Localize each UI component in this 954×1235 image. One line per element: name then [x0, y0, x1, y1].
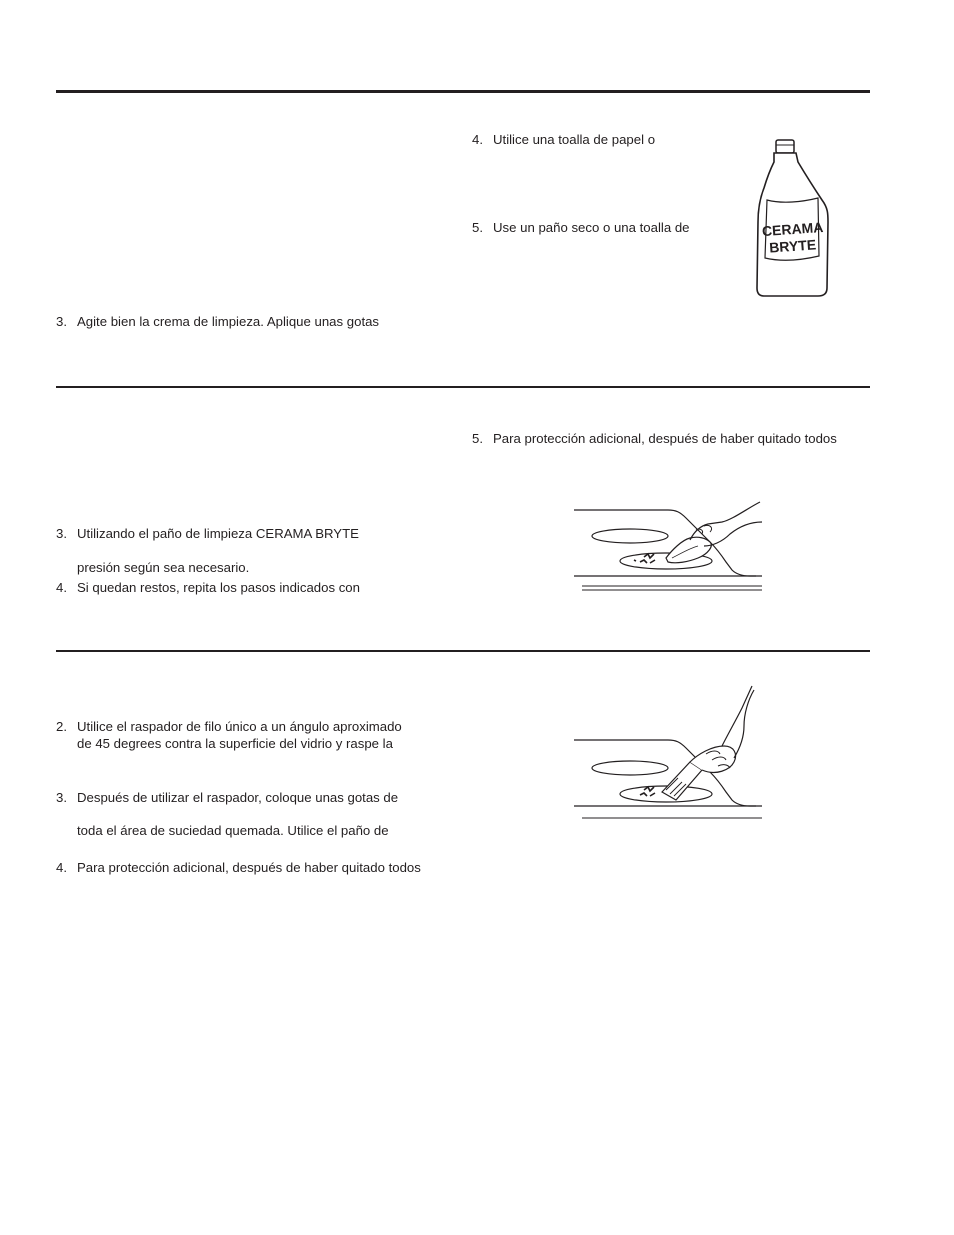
step-number: 3. — [56, 314, 67, 329]
step-number: 5. — [472, 220, 483, 235]
cerama-bryte-bottle-illustration — [752, 138, 832, 300]
section-divider-bottom — [56, 650, 870, 652]
section-divider-middle — [56, 386, 870, 388]
s3-step3-line2: toda el área de suciedad quemada. Utilice el paño de — [77, 823, 389, 838]
step-number: 4. — [56, 580, 67, 595]
s1-step3-line1: 3. Agite bien la crema de limpieza. Aplique unas gotas — [56, 314, 380, 329]
s2-step4-line1: 4. Si quedan restos, repita los pasos indicados con — [56, 580, 360, 595]
s3-step3-line1: 3. Después de utilizar el raspador, coloque unas gotas de — [56, 790, 399, 805]
step-number: 3. — [56, 790, 67, 805]
step-number: 2. — [56, 719, 67, 734]
cooktop-scraper-illustration — [572, 684, 764, 824]
s3-step2-line1: 2. Utilice el raspador de filo único a un ángulo aproximado — [56, 719, 402, 734]
s1-step5-line1: 5. Use un paño seco o una toalla de — [472, 220, 690, 235]
bottle-label-bryte: BRYTE — [768, 236, 817, 256]
s1-step4-line1: 4. Utilice una toalla de papel o — [472, 132, 656, 147]
bottle-label-cerama: CERAMA — [761, 218, 824, 240]
s2-step3-line1: 3. Utilizando el paño de limpieza CERAMA BRYTE — [56, 526, 359, 541]
step-number: 5. — [472, 431, 483, 446]
cooktop-wiping-illustration — [572, 500, 764, 594]
s2-step3-line2: presión según sea necesario. — [77, 560, 250, 575]
step-number: 3. — [56, 526, 67, 541]
step-number: 4. — [472, 132, 483, 147]
section-divider-top — [56, 90, 870, 93]
step-number: 4. — [56, 860, 67, 875]
s3-step2-line2: de 45 degrees contra la superficie del vidrio y raspe la — [77, 736, 393, 751]
s3-step4-line1: 4. Para protección adicional, después de haber quitado todos — [56, 860, 421, 875]
s2-step5-line1: 5. Para protección adicional, después de haber quitado todos — [472, 431, 837, 446]
